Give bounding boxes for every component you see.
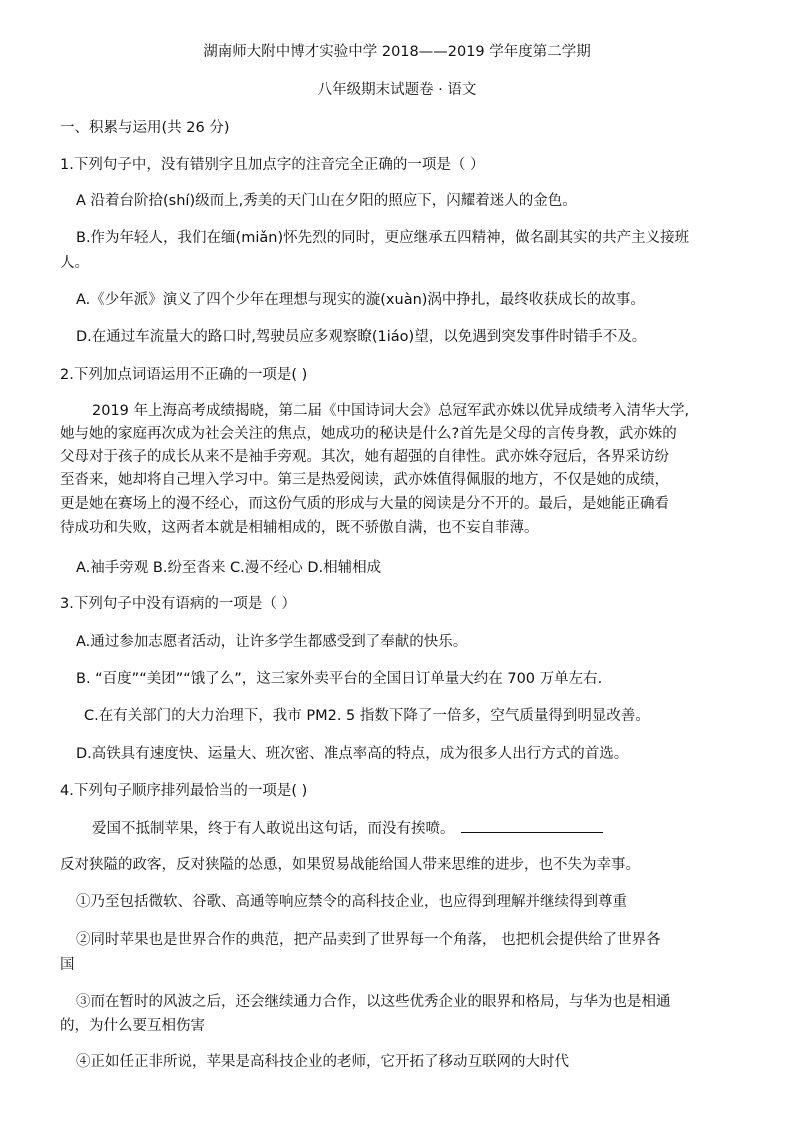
question-3-option-a: A.通过参加志愿者活动，让许多学生都感受到了奉献的快乐。: [76, 634, 468, 650]
question-4-passage-line-2: 反对狭隘的政客，反对狭隘的怂恿，如果贸易战能给国人带来思维的进步，也不失为幸事。: [60, 857, 640, 873]
question-2-options: A.袖手旁观 B.纷至沓来 C.漫不经心 D.相辅相成: [76, 560, 382, 576]
question-1-stem: 1.下列句子中，没有错别字且加点字的注音完全正确的一项是（ ）: [60, 157, 485, 173]
question-4-passage-line-1: [92, 818, 603, 839]
question-2-passage-line: 待成功和失败，这两者本就是相辅相成的，既不骄傲自满，也不妄自菲薄。: [60, 520, 539, 536]
question-4-sentence-3-cont: 的，为什么要互相伤害: [60, 1018, 205, 1034]
question-1-option-c: A.《少年派》演义了四个少年在理想与现实的漩(xuàn)涡中挣扎，最终收获成长的故事。: [76, 292, 645, 308]
question-4-sentence-3: ③而在暂时的风波之后，还会继续通力合作，以这些优秀企业的眼界和格局，与华为也是相通: [76, 994, 671, 1010]
question-4-sentence-4: ④正如任正非所说，苹果是高科技企业的老师，它开拓了移动互联网的大时代: [76, 1054, 569, 1070]
question-2-passage-line: 至沓来，她却将自己埋入学习中。第三是热爱阅读，武亦姝值得佩服的地方，不仅是她的成绩，: [60, 472, 669, 488]
question-2-passage-line: 她与她的家庭再次成为社会关注的焦点，她成功的秘诀是什么?首先是父母的言传身教，武亦姝的: [60, 426, 677, 442]
question-2-stem: 2.下列加点词语运用不正确的一项是( ): [60, 367, 308, 383]
question-4-sentence-2-cont: 国: [60, 957, 75, 973]
question-2-passage-line: 更是她在赛场上的漫不经心，而这份气质的形成与大量的阅读是分不开的。最后，是她能正确看: [60, 496, 669, 512]
question-1-option-b: B.作为年轻人，我们在缅(miǎn)怀先烈的同时，更应继承五四精神，做名副其实的共产主义接班: [76, 230, 690, 246]
question-3-stem: 3.下列句子中没有语病的一项是（ ）: [60, 596, 296, 612]
question-4-passage-text: 爱国不抵制苹果，终于有人敢说出这句话，而没有挨喷。: [92, 821, 455, 837]
answer-blank[interactable]: [461, 818, 603, 833]
question-2-passage-line: 2019 年上海高考成绩揭晓，第二届《中国诗词大会》总冠军武亦姝以优异成绩考入清华大学,: [92, 403, 690, 419]
question-3-option-c: C.在有关部门的大力治理下，我市 PM2. 5 指数下降了一倍多，空气质量得到明显改善。: [84, 708, 650, 724]
section-heading: 一、积累与运用(共 26 分): [60, 120, 230, 136]
question-4-sentence-2: ②同时苹果也是世界合作的典范，把产品卖到了世界每一个角落， 也把机会提供给了世界各: [76, 932, 661, 948]
question-4-sentence-1: ①乃至包括微软、谷歌、高通等响应禁令的高科技企业，也应得到理解并继续得到尊重: [76, 894, 627, 910]
question-2-passage-line: 父母对于孩子的成长从来不是袖手旁观。其次，她有超强的自律性。武亦姝夺冠后，各界采访纷: [60, 449, 669, 465]
exam-title: 八年级期末试题卷 · 语文: [317, 82, 477, 98]
question-1-option-b-cont: 人。: [60, 255, 89, 271]
question-1-option-a: A 沿着台阶拾(shí)级而上,秀美的天门山在夕阳的照应下，闪耀着迷人的金色。: [76, 193, 577, 209]
question-3-option-b: B. “百度”“美团”“饿了么”，这三家外卖平台的全国日订单量大约在 700 万单左右.: [76, 671, 603, 687]
question-1-option-d: D.在通过车流量大的路口时,驾驶员应多观察瞭(1iáo)望，以免遇到突发事件时错手不及。: [76, 329, 647, 345]
question-4-stem: 4.下列句子顺序排列最恰当的一项是( ): [60, 783, 308, 799]
school-year-header: 湖南师大附中博才实验中学 2018——2019 学年度第二学期: [203, 44, 591, 60]
question-3-option-d: D.高铁具有速度快、运量大、班次密、准点率高的特点，成为很多人出行方式的首选。: [76, 746, 629, 762]
